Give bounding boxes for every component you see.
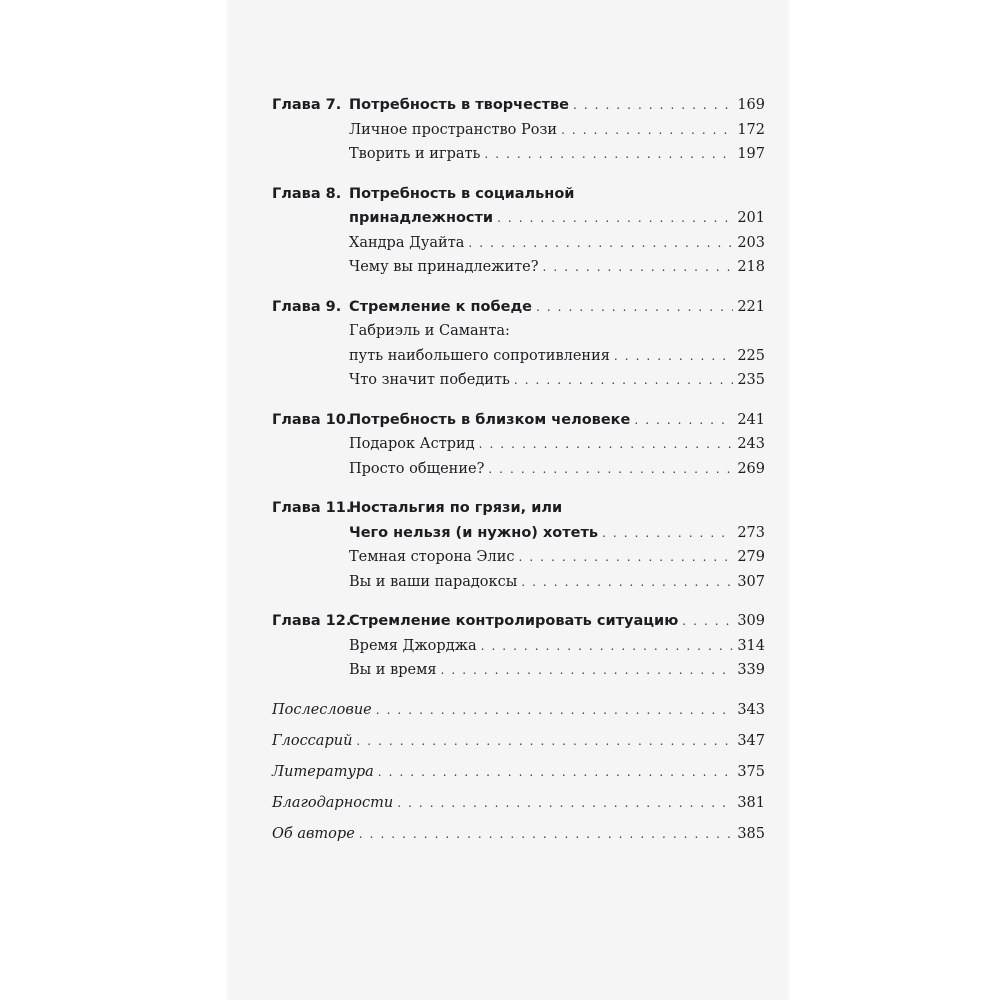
- page-number: 343: [737, 701, 765, 718]
- chapter-title: Потребность в близком человеке: [349, 411, 631, 428]
- page-number: 307: [737, 573, 765, 590]
- section-title: Просто общение?: [349, 460, 485, 477]
- chapter-title: Стремление контролировать ситуацию: [349, 613, 679, 629]
- back-matter-title: Об авторе: [272, 825, 355, 842]
- page-number: 235: [737, 372, 765, 388]
- section-title: Вы и время: [349, 662, 437, 678]
- page-number: 241: [737, 411, 765, 428]
- leader-dots: [602, 521, 733, 546]
- section-title: Что значит победить: [349, 372, 510, 388]
- leader-dots: [514, 368, 733, 393]
- page-number: 218: [737, 259, 765, 275]
- back-matter-title: Литература: [272, 763, 374, 780]
- leader-dots: [356, 726, 733, 757]
- chapter-label: Глава 10.: [272, 411, 352, 428]
- chapter-label: Глава 11.: [272, 500, 352, 516]
- page-number: 381: [737, 794, 765, 811]
- chapter-title: Потребность в творчестве: [349, 97, 569, 113]
- section-title: Личное пространство Рози: [349, 121, 558, 138]
- toc-chapter-8-cont: [272, 206, 765, 231]
- leader-dots: [634, 408, 733, 433]
- toc-section: [272, 457, 765, 482]
- leader-dots: [488, 457, 733, 482]
- toc-chapter-8: [272, 182, 765, 207]
- section-title: Темная сторона Элис: [349, 549, 515, 565]
- toc-section: [272, 634, 765, 659]
- toc-chapter-11: [272, 496, 765, 521]
- chapter-label: Глава 7.: [272, 97, 342, 113]
- page-number: 279: [737, 549, 765, 565]
- section-title-line1: Габриэль и Саманта:: [349, 323, 510, 339]
- toc-chapter-9: [272, 295, 765, 320]
- toc-chapter-10: [272, 408, 765, 433]
- page-number: 273: [737, 524, 765, 541]
- toc-glossary: [272, 726, 765, 757]
- leader-dots: [481, 634, 733, 659]
- chapter-label: Глава 12.: [272, 613, 352, 629]
- section-title: Хандра Дуайта: [349, 234, 465, 251]
- toc-section: [272, 432, 765, 457]
- page-number: 225: [737, 347, 765, 364]
- leader-dots: [479, 432, 733, 457]
- page-number: 347: [737, 732, 765, 749]
- leader-dots: [468, 231, 733, 256]
- toc-about-author: [272, 819, 765, 850]
- toc-section: [272, 231, 765, 256]
- back-matter-title: Благодарности: [272, 794, 394, 811]
- toc-chapter-12: [272, 609, 765, 634]
- chapter-title-line2: принадлежности: [349, 210, 494, 226]
- leader-dots: [378, 757, 733, 788]
- leader-dots: [614, 344, 733, 369]
- toc-section: [272, 255, 765, 280]
- back-matter-title: Глоссарий: [272, 732, 353, 749]
- chapter-label: Глава 9.: [272, 298, 342, 315]
- leader-dots: [519, 545, 734, 570]
- section-title: Время Джорджа: [349, 637, 477, 654]
- page-number: 314: [737, 637, 765, 654]
- chapter-title-line1: Ностальгия по грязи, или: [349, 500, 563, 516]
- section-title: Вы и ваши парадоксы: [349, 573, 518, 590]
- leader-dots: [682, 609, 733, 634]
- leader-dots: [573, 93, 733, 118]
- toc-section: [272, 545, 765, 570]
- chapter-title: Стремление к победе: [349, 298, 532, 315]
- leader-dots: [397, 788, 733, 819]
- section-title: Подарок Астрид: [349, 436, 475, 452]
- toc-acknowledgements: [272, 788, 765, 819]
- chapter-title-line1: Потребность в социальной: [349, 185, 575, 202]
- page-number: 197: [737, 146, 765, 162]
- toc-section: [272, 368, 765, 393]
- page-number: 221: [737, 298, 765, 315]
- toc-literature: [272, 757, 765, 788]
- table-of-contents: [272, 93, 765, 850]
- leader-dots: [359, 819, 733, 850]
- page-number: 172: [737, 121, 765, 138]
- page-number: 309: [737, 613, 765, 629]
- toc-section: [272, 658, 765, 683]
- page-number: 201: [737, 210, 765, 226]
- leader-dots: [441, 658, 733, 683]
- toc-section: [272, 319, 765, 344]
- toc-section: [272, 118, 765, 143]
- page-number: 339: [737, 662, 765, 678]
- section-title-line2: путь наибольшего сопротивления: [349, 347, 610, 364]
- section-title: Чему вы принадлежите?: [349, 259, 539, 275]
- toc-section: [272, 570, 765, 595]
- page-number: 203: [737, 234, 765, 251]
- page-number: 243: [737, 436, 765, 452]
- page-number: 269: [737, 460, 765, 477]
- page-number: 375: [737, 763, 765, 780]
- leader-dots: [543, 255, 733, 280]
- leader-dots: [497, 206, 733, 231]
- section-title: Творить и играть: [349, 146, 481, 162]
- leader-dots: [561, 118, 733, 143]
- toc-chapter-11-cont: [272, 521, 765, 546]
- toc-section: [272, 142, 765, 167]
- toc-chapter-7: [272, 93, 765, 118]
- page-number: 385: [737, 825, 765, 842]
- toc-section-cont: [272, 344, 765, 369]
- leader-dots: [484, 142, 733, 167]
- page-number: 169: [737, 97, 765, 113]
- toc-afterword: [272, 695, 765, 726]
- chapter-label: Глава 8.: [272, 185, 342, 202]
- leader-dots: [376, 695, 733, 726]
- back-matter-title: Послесловие: [272, 701, 372, 718]
- leader-dots: [521, 570, 733, 595]
- chapter-title-line2: Чего нельзя (и нужно) хотеть: [349, 524, 599, 541]
- leader-dots: [536, 295, 733, 320]
